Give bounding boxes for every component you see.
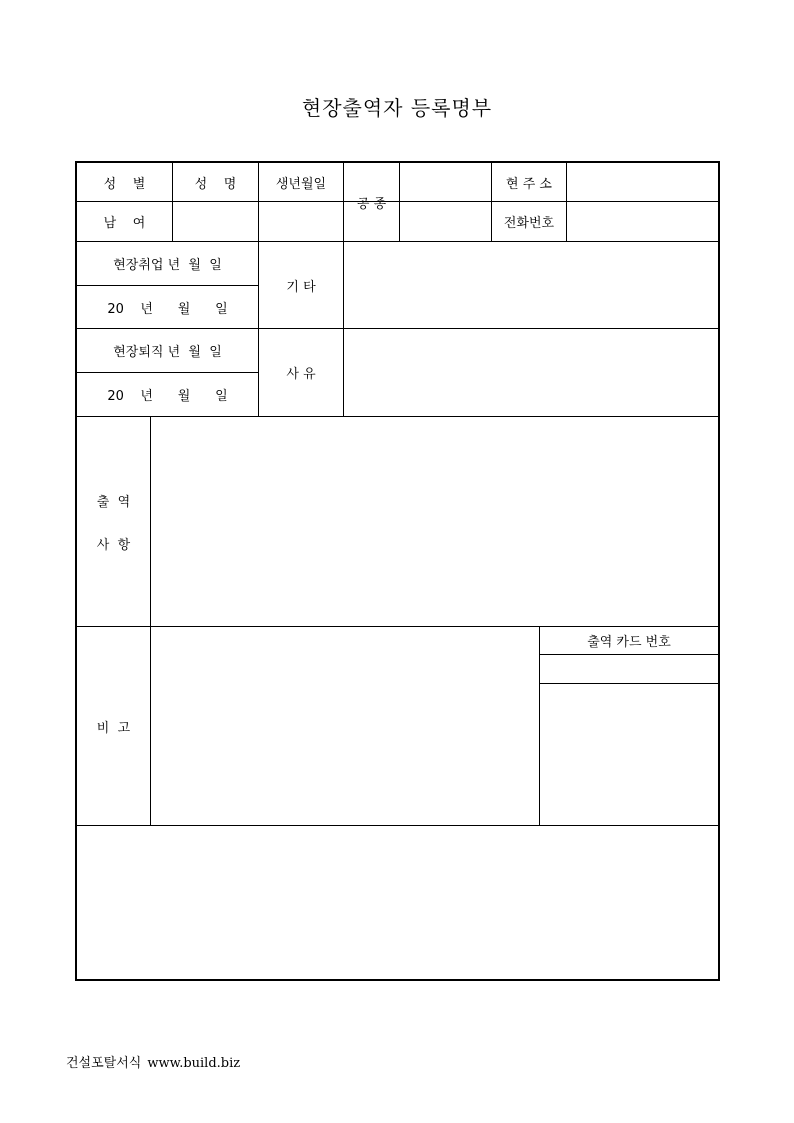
page-title: 현장출역자 등록명부 [301,96,493,120]
gender-value[interactable]: 남 여 [103,216,146,231]
gender-label: 성 별 [103,176,146,192]
name-field[interactable] [173,202,258,241]
footer-url[interactable]: www.build.biz [147,1056,241,1071]
reason-label: 사 유 [286,367,316,382]
registration-form [75,161,720,981]
footer-source: 건설포탈서식 [66,1056,142,1071]
etc-field[interactable] [344,242,718,328]
trade-label: 공 종 [356,196,387,212]
attendance-label-line-1: 출 역 [96,494,131,510]
footer [66,1052,240,1071]
etc-label: 기 타 [286,279,316,295]
card-number-label: 출역 카드 번호 [587,635,671,650]
address-field[interactable] [567,163,718,201]
remarks-label: 비 고 [96,720,131,736]
phone-label: 전화번호 [503,216,555,231]
card-number-field[interactable] [540,655,718,683]
address-label: 현 주 소 [506,176,552,192]
birth-label: 생년월일 [275,176,327,192]
end-date-field[interactable]: 20 년 월 일 [107,389,228,404]
start-date-field[interactable]: 20 년 월 일 [107,301,228,317]
attendance-label [77,417,150,626]
end-date-label: 현장퇴직 년 월 일 [113,345,222,360]
start-date-label: 현장취업 년 월 일 [113,258,222,273]
card-note-field[interactable] [540,684,718,825]
name-label: 성 명 [194,176,237,192]
birth-field[interactable] [259,202,343,241]
reason-field[interactable] [344,329,718,416]
phone-field[interactable] [567,202,718,241]
remarks-field[interactable] [151,627,539,825]
trade-field[interactable] [400,163,491,241]
bottom-blank-area[interactable] [77,826,718,979]
attendance-field[interactable] [151,417,718,626]
attendance-label-line-2: 사 항 [96,537,131,553]
